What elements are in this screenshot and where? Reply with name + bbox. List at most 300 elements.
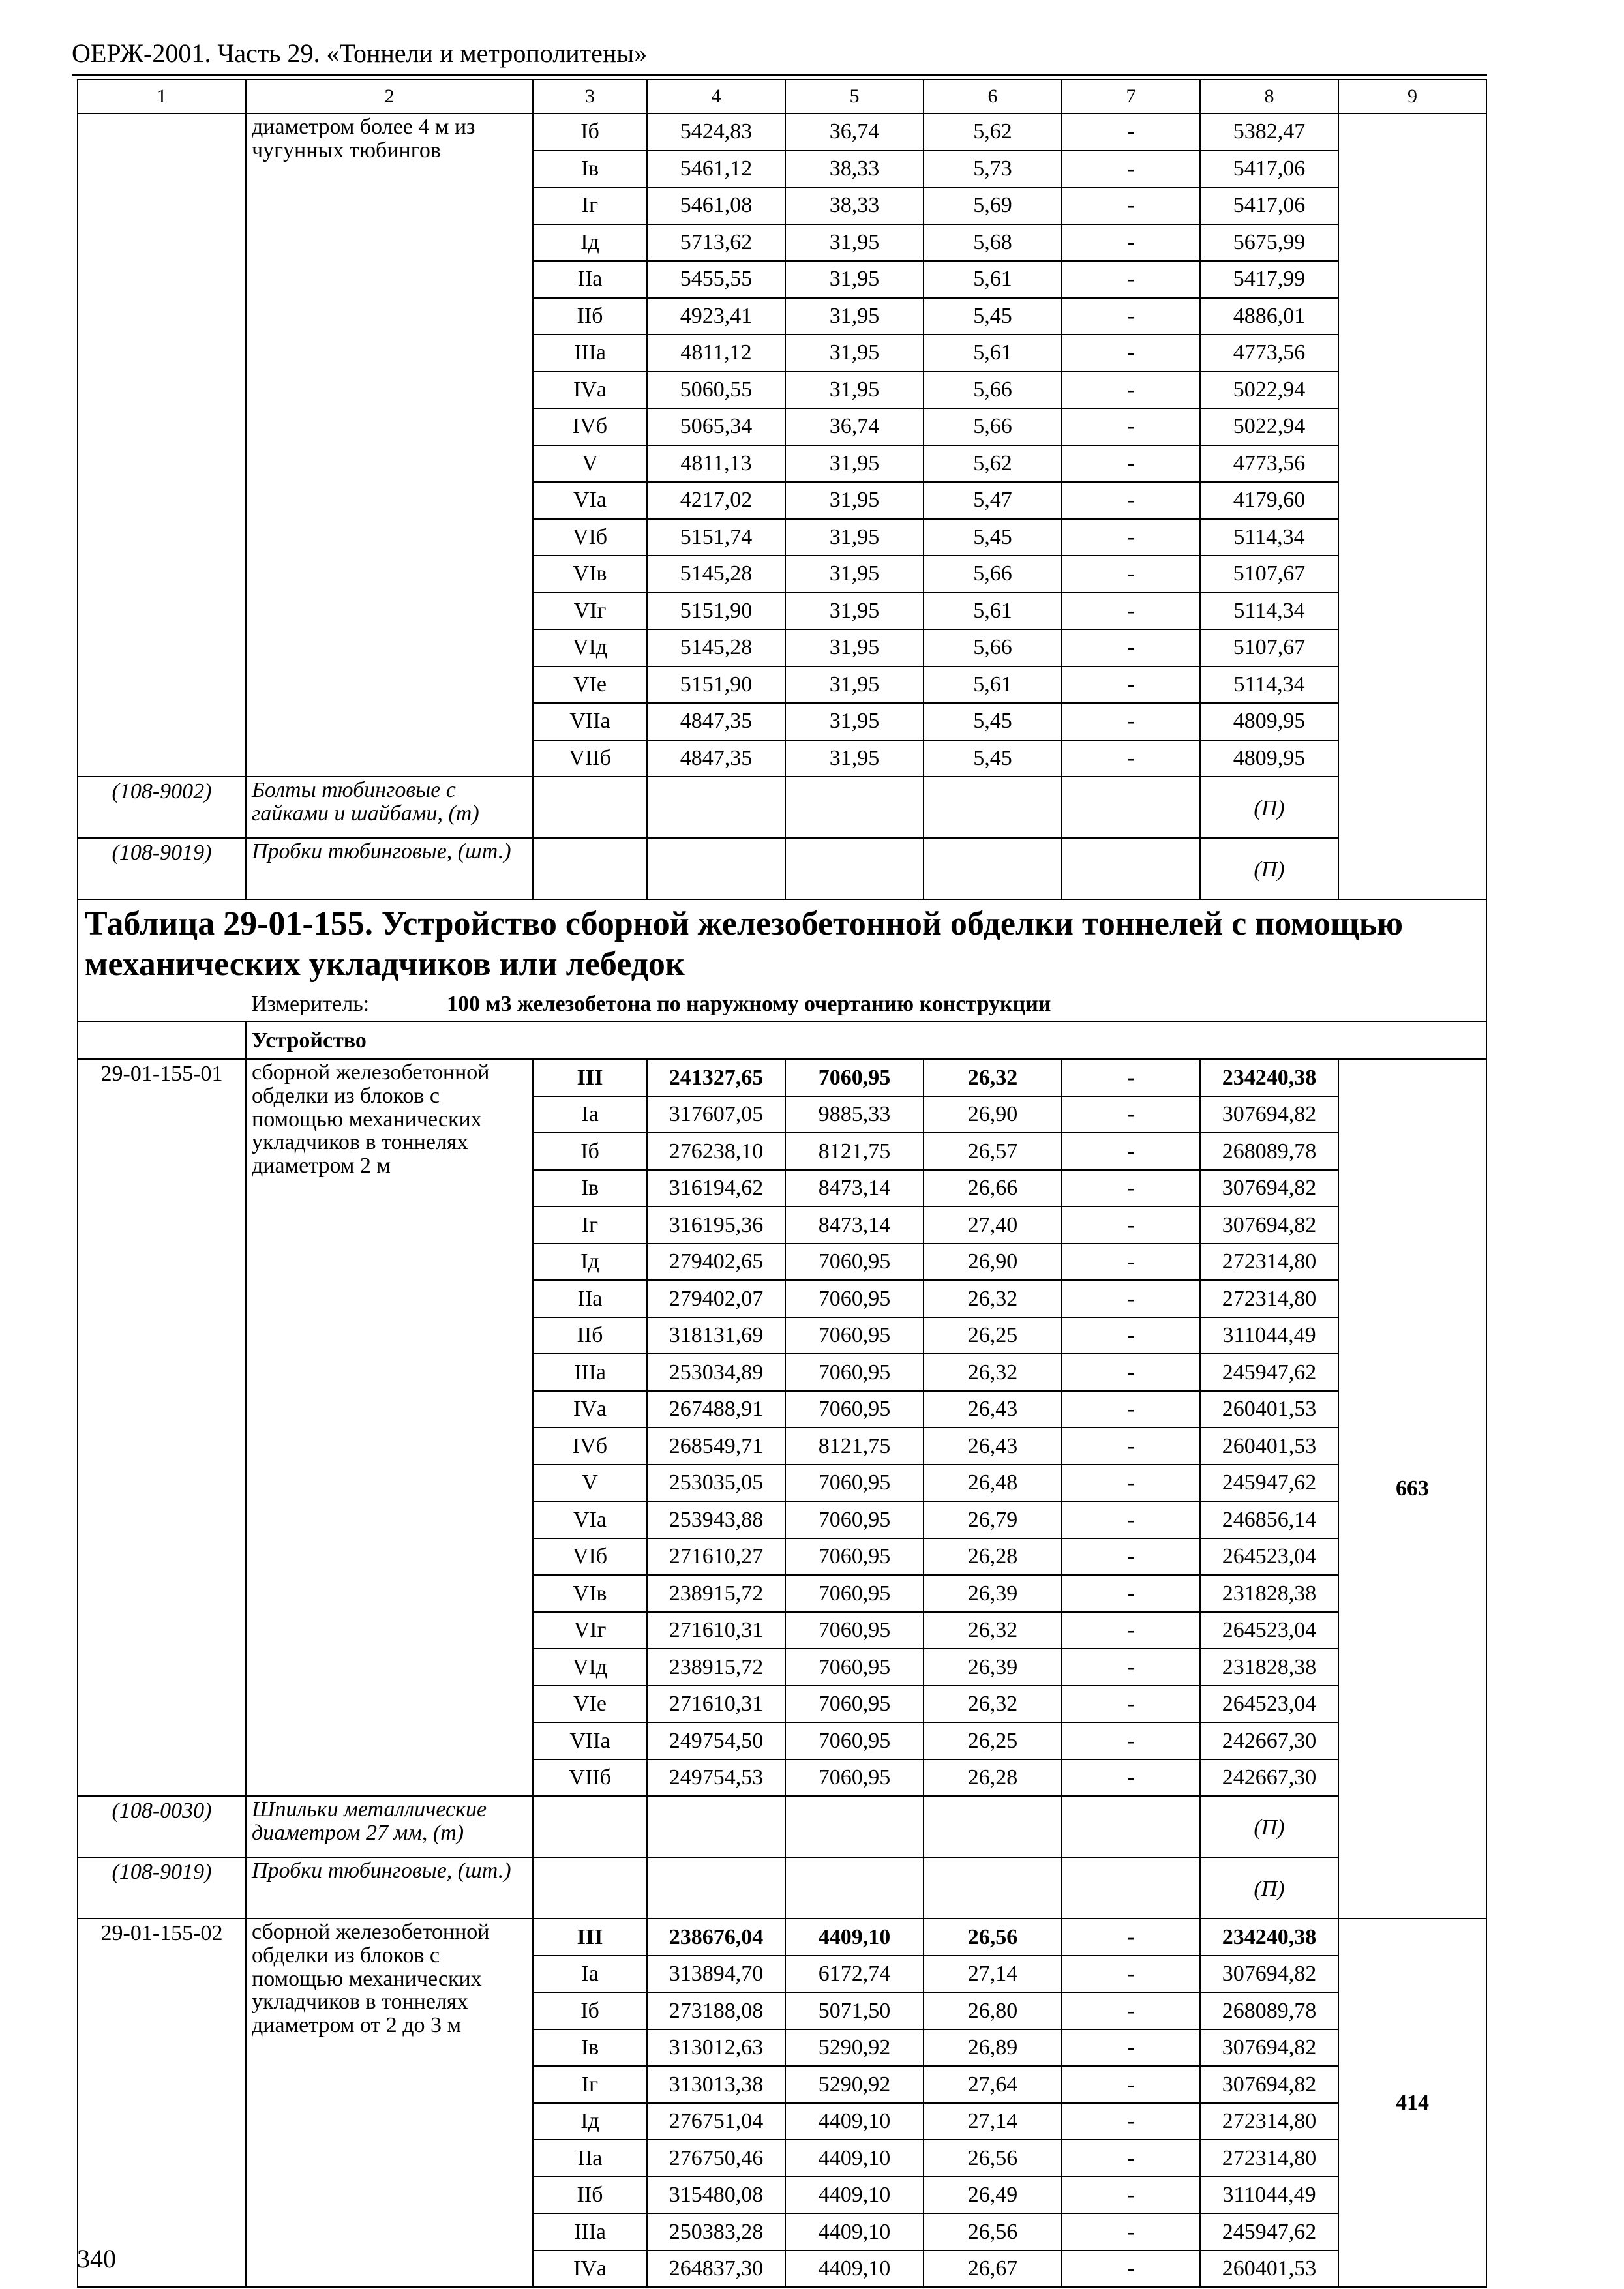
table-title-row	[78, 899, 1486, 988]
column-number: 6	[924, 80, 1062, 113]
value-cell: -	[1062, 1465, 1200, 1502]
value-cell: 315480,08	[647, 2177, 785, 2214]
value-cell: 26,89	[924, 2029, 1062, 2067]
value-cell: 279402,07	[647, 1280, 785, 1317]
material-row	[78, 777, 1486, 838]
value-cell: 307694,82	[1200, 2066, 1338, 2103]
zone-cell: Iб	[533, 1133, 647, 1170]
zone-cell: IVб	[533, 408, 647, 445]
zone-cell: IVа	[533, 1391, 647, 1428]
value-cell: 6172,74	[785, 1956, 924, 1993]
material-row	[78, 1857, 1486, 1919]
rate-code: 29-01-155-01	[78, 1059, 246, 1796]
material-code: (108-9019)	[78, 1857, 246, 1919]
rate-description: сборной железобетонной обделки из блоков с помощью механических укладчиков в тоннелях диаметром от 2 до 3 м	[246, 1919, 533, 2287]
column-number: 2	[246, 80, 533, 113]
value-cell: 26,66	[924, 1170, 1062, 1207]
value-cell: 245947,62	[1200, 1354, 1338, 1391]
value-cell: 313013,38	[647, 2066, 785, 2103]
value-cell: -	[1062, 740, 1200, 777]
value-cell: -	[1062, 1354, 1200, 1391]
value-cell: 313012,63	[647, 2029, 785, 2067]
value-cell: 31,95	[785, 482, 924, 519]
value-cell: 5114,34	[1200, 666, 1338, 704]
value-cell: 253035,05	[647, 1465, 785, 1502]
value-cell: -	[1062, 2066, 1200, 2103]
value-cell: -	[1062, 2103, 1200, 2140]
value-cell: 26,39	[924, 1575, 1062, 1612]
zone-cell: VIIа	[533, 703, 647, 740]
value-cell: -	[1062, 1317, 1200, 1354]
value-cell: 5107,67	[1200, 556, 1338, 593]
value-cell: 231828,38	[1200, 1649, 1338, 1686]
rate-description: сборной железобетонной обделки из блоков с помощью механических укладчиков в тоннелях диаметром 2 м	[246, 1059, 533, 1796]
value-cell: 4886,01	[1200, 298, 1338, 335]
value-cell: 5417,06	[1200, 151, 1338, 188]
zone-cell: V	[533, 445, 647, 483]
value-cell: -	[1062, 1538, 1200, 1576]
value-cell: -	[1062, 187, 1200, 224]
value-cell: 31,95	[785, 519, 924, 556]
zone-cell: IIа	[533, 261, 647, 298]
zone-cell: VIб	[533, 1538, 647, 1576]
value-cell: -	[1062, 629, 1200, 666]
value-cell: -	[1062, 519, 1200, 556]
zone-cell: IIа	[533, 1280, 647, 1317]
value-cell: 250383,28	[647, 2213, 785, 2251]
value-cell: -	[1062, 1501, 1200, 1538]
value-cell: 26,32	[924, 1280, 1062, 1317]
value-cell: 5,61	[924, 261, 1062, 298]
value-cell: 8121,75	[785, 1133, 924, 1170]
value-cell: 5,61	[924, 666, 1062, 704]
value-cell: 26,25	[924, 1722, 1062, 1759]
empty-cell	[1062, 777, 1200, 838]
value-cell: 5,61	[924, 593, 1062, 630]
value-cell: 31,95	[785, 666, 924, 704]
header-rule	[72, 74, 1487, 76]
value-cell: 273188,08	[647, 1992, 785, 2029]
value-cell: 26,48	[924, 1465, 1062, 1502]
zone-cell: Iв	[533, 1170, 647, 1207]
empty-cell	[785, 1796, 924, 1857]
empty-cell	[1062, 1796, 1200, 1857]
value-cell: 7060,95	[785, 1538, 924, 1576]
value-cell: 31,95	[785, 556, 924, 593]
value-cell: 4217,02	[647, 482, 785, 519]
column-number: 3	[533, 80, 647, 113]
zone-cell: IIIа	[533, 1354, 647, 1391]
value-cell: -	[1062, 1612, 1200, 1649]
value-cell: 5,69	[924, 187, 1062, 224]
empty-cell	[785, 838, 924, 899]
value-cell: 26,57	[924, 1133, 1062, 1170]
value-cell: 5,45	[924, 740, 1062, 777]
zone-cell: VIе	[533, 666, 647, 704]
column-9-value: 414	[1338, 1919, 1486, 2287]
page-number: 340	[77, 2244, 116, 2273]
value-cell: 27,64	[924, 2066, 1062, 2103]
value-cell: 7060,95	[785, 1612, 924, 1649]
value-cell: -	[1062, 2140, 1200, 2177]
value-cell: 5,66	[924, 372, 1062, 409]
value-cell: 4809,95	[1200, 703, 1338, 740]
value-cell: -	[1062, 224, 1200, 262]
value-cell: -	[1062, 298, 1200, 335]
value-cell: 31,95	[785, 629, 924, 666]
zone-cell: VIе	[533, 1686, 647, 1723]
value-cell: 27,14	[924, 1956, 1062, 1993]
value-cell: 7060,95	[785, 1465, 924, 1502]
value-cell: -	[1062, 1096, 1200, 1133]
value-cell: 9885,33	[785, 1096, 924, 1133]
value-cell: 5417,06	[1200, 187, 1338, 224]
value-cell: 276751,04	[647, 2103, 785, 2140]
value-cell: 31,95	[785, 298, 924, 335]
zone-cell: VIг	[533, 593, 647, 630]
value-cell: 5151,90	[647, 593, 785, 630]
material-value: (П)	[1200, 1796, 1338, 1857]
material-code: (108-9019)	[78, 838, 246, 899]
zone-cell: Iб	[533, 1992, 647, 2029]
value-cell: 7060,95	[785, 1317, 924, 1354]
value-cell: 26,43	[924, 1391, 1062, 1428]
value-cell: 307694,82	[1200, 1170, 1338, 1207]
value-cell: 26,67	[924, 2251, 1062, 2288]
value-cell: -	[1062, 261, 1200, 298]
value-cell: -	[1062, 372, 1200, 409]
zone-cell: III	[533, 1919, 647, 1956]
material-row	[78, 1796, 1486, 1857]
value-cell: 31,95	[785, 224, 924, 262]
empty-cell	[1062, 838, 1200, 899]
value-cell: 7060,95	[785, 1575, 924, 1612]
material-value: (П)	[1200, 777, 1338, 838]
table-row	[78, 1919, 1486, 1956]
value-cell: 4811,13	[647, 445, 785, 483]
empty-cell	[785, 777, 924, 838]
value-cell: 4409,10	[785, 2251, 924, 2288]
value-cell: 8473,14	[785, 1206, 924, 1244]
zone-cell: IVа	[533, 2251, 647, 2288]
value-cell: 26,32	[924, 1354, 1062, 1391]
value-cell: 4773,56	[1200, 445, 1338, 483]
zone-cell: Iг	[533, 187, 647, 224]
value-cell: 231828,38	[1200, 1575, 1338, 1612]
value-cell: -	[1062, 1133, 1200, 1170]
value-cell: -	[1062, 1759, 1200, 1797]
value-cell: 31,95	[785, 261, 924, 298]
zone-cell: VIд	[533, 629, 647, 666]
value-cell: 264523,04	[1200, 1612, 1338, 1649]
value-cell: 5,45	[924, 703, 1062, 740]
value-cell: -	[1062, 1992, 1200, 2029]
value-cell: -	[1062, 151, 1200, 188]
column-number-row	[78, 80, 1486, 113]
value-cell: 5382,47	[1200, 113, 1338, 151]
zone-cell: Iв	[533, 151, 647, 188]
value-cell: 26,43	[924, 1428, 1062, 1465]
value-cell: 317607,05	[647, 1096, 785, 1133]
column-number: 5	[785, 80, 924, 113]
measure-row	[78, 988, 1486, 1021]
value-cell: -	[1062, 703, 1200, 740]
value-cell: 4847,35	[647, 740, 785, 777]
zone-cell: Iа	[533, 1096, 647, 1133]
value-cell: 7060,95	[785, 1280, 924, 1317]
rates-table	[77, 79, 1487, 2288]
value-cell: 7060,95	[785, 1686, 924, 1723]
zone-cell: VIв	[533, 556, 647, 593]
material-name: Пробки тюбинговые, (шт.)	[246, 838, 533, 899]
value-cell: 5065,34	[647, 408, 785, 445]
value-cell: 234240,38	[1200, 1059, 1338, 1096]
empty-cell	[78, 988, 246, 1021]
value-cell: 264837,30	[647, 2251, 785, 2288]
value-cell: -	[1062, 1170, 1200, 1207]
value-cell: 31,95	[785, 703, 924, 740]
value-cell: 5675,99	[1200, 224, 1338, 262]
zone-cell: Iд	[533, 1244, 647, 1281]
value-cell: 26,56	[924, 2213, 1062, 2251]
value-cell: 4409,10	[785, 2177, 924, 2214]
value-cell: 4409,10	[785, 1919, 924, 1956]
value-cell: -	[1062, 408, 1200, 445]
value-cell: -	[1062, 1244, 1200, 1281]
value-cell: 5145,28	[647, 629, 785, 666]
value-cell: 311044,49	[1200, 2177, 1338, 2214]
value-cell: 5,62	[924, 445, 1062, 483]
value-cell: 26,39	[924, 1649, 1062, 1686]
value-cell: -	[1062, 113, 1200, 151]
value-cell: 276238,10	[647, 1133, 785, 1170]
value-cell: 5022,94	[1200, 408, 1338, 445]
empty-cell	[647, 838, 785, 899]
value-cell: 5114,34	[1200, 593, 1338, 630]
value-cell: 26,56	[924, 1919, 1062, 1956]
value-cell: 271610,31	[647, 1686, 785, 1723]
value-cell: 307694,82	[1200, 1206, 1338, 1244]
value-cell: 26,25	[924, 1317, 1062, 1354]
empty-cell	[533, 838, 647, 899]
empty-cell	[533, 1796, 647, 1857]
value-cell: 5417,99	[1200, 261, 1338, 298]
zone-cell: Iв	[533, 2029, 647, 2067]
value-cell: -	[1062, 1919, 1200, 1956]
empty-cell	[924, 838, 1062, 899]
value-cell: 276750,46	[647, 2140, 785, 2177]
value-cell: 7060,95	[785, 1391, 924, 1428]
section-row	[78, 1021, 1486, 1060]
zone-cell: IIа	[533, 2140, 647, 2177]
table-row	[78, 113, 1486, 151]
value-cell: -	[1062, 1956, 1200, 1993]
value-cell: 241327,65	[647, 1059, 785, 1096]
rate-description: диаметром более 4 м из чугунных тюбингов	[246, 113, 533, 777]
value-cell: 5,61	[924, 335, 1062, 372]
value-cell: 271610,27	[647, 1538, 785, 1576]
value-cell: 26,32	[924, 1686, 1062, 1723]
zone-cell: VIIб	[533, 1759, 647, 1797]
value-cell: 5060,55	[647, 372, 785, 409]
rate-code	[78, 113, 246, 777]
value-cell: 5424,83	[647, 113, 785, 151]
value-cell: 5,66	[924, 556, 1062, 593]
zone-cell: Iд	[533, 2103, 647, 2140]
value-cell: -	[1062, 1280, 1200, 1317]
zone-cell: Iб	[533, 113, 647, 151]
value-cell: 279402,65	[647, 1244, 785, 1281]
zone-cell: Iг	[533, 1206, 647, 1244]
value-cell: 27,40	[924, 1206, 1062, 1244]
value-cell: 4773,56	[1200, 335, 1338, 372]
value-cell: 4847,35	[647, 703, 785, 740]
empty-cell	[647, 1857, 785, 1919]
value-cell: 318131,69	[647, 1317, 785, 1354]
value-cell: 5,45	[924, 519, 1062, 556]
value-cell: 268089,78	[1200, 1133, 1338, 1170]
value-cell: 5,45	[924, 298, 1062, 335]
zone-cell: Iа	[533, 1956, 647, 1993]
value-cell: 260401,53	[1200, 2251, 1338, 2288]
zone-cell: VIд	[533, 1649, 647, 1686]
zone-cell: IIIа	[533, 2213, 647, 2251]
empty-cell	[647, 777, 785, 838]
zone-cell: Iд	[533, 224, 647, 262]
material-value: (П)	[1200, 1857, 1338, 1919]
value-cell: 4409,10	[785, 2213, 924, 2251]
zone-cell: VIа	[533, 1501, 647, 1538]
material-code: (108-9002)	[78, 777, 246, 838]
zone-cell: VIв	[533, 1575, 647, 1612]
table-title: Таблица 29-01-155. Устройство сборной железобетонной обделки тоннелей с помощью механических укладчиков или лебедок	[78, 899, 1486, 988]
value-cell: 38,33	[785, 187, 924, 224]
value-cell: 26,32	[924, 1059, 1062, 1096]
zone-cell: VIа	[533, 482, 647, 519]
value-cell: 5461,08	[647, 187, 785, 224]
measure	[246, 988, 1486, 1021]
table-row	[78, 1059, 1486, 1096]
value-cell: -	[1062, 2177, 1200, 2214]
value-cell: 268089,78	[1200, 1992, 1338, 2029]
value-cell: 7060,95	[785, 1354, 924, 1391]
value-cell: -	[1062, 1391, 1200, 1428]
value-cell: 260401,53	[1200, 1428, 1338, 1465]
material-name: Болты тюбинговые с гайками и шайбами, (т)	[246, 777, 533, 838]
value-cell: 5455,55	[647, 261, 785, 298]
value-cell: 5,73	[924, 151, 1062, 188]
value-cell: 7060,95	[785, 1501, 924, 1538]
value-cell: 7060,95	[785, 1244, 924, 1281]
value-cell: -	[1062, 1059, 1200, 1096]
value-cell: 316195,36	[647, 1206, 785, 1244]
value-cell: -	[1062, 482, 1200, 519]
value-cell: 307694,82	[1200, 1096, 1338, 1133]
value-cell: 4409,10	[785, 2103, 924, 2140]
value-cell: -	[1062, 556, 1200, 593]
value-cell: 4179,60	[1200, 482, 1338, 519]
value-cell: 5071,50	[785, 1992, 924, 2029]
value-cell: 4923,41	[647, 298, 785, 335]
value-cell: 4811,12	[647, 335, 785, 372]
column-number: 7	[1062, 80, 1200, 113]
value-cell: 242667,30	[1200, 1759, 1338, 1797]
value-cell: 8121,75	[785, 1428, 924, 1465]
value-cell: 5151,74	[647, 519, 785, 556]
value-cell: -	[1062, 1575, 1200, 1612]
rate-code: 29-01-155-02	[78, 1919, 246, 2287]
value-cell: 31,95	[785, 445, 924, 483]
value-cell: 253034,89	[647, 1354, 785, 1391]
value-cell: -	[1062, 1428, 1200, 1465]
page-header: ОЕРЖ-2001. Часть 29. «Тоннели и метрополитены»	[72, 38, 648, 68]
value-cell: -	[1062, 1686, 1200, 1723]
value-cell: 5,66	[924, 408, 1062, 445]
value-cell: -	[1062, 1722, 1200, 1759]
value-cell: 234240,38	[1200, 1919, 1338, 1956]
value-cell: 5,68	[924, 224, 1062, 262]
value-cell: -	[1062, 2213, 1200, 2251]
value-cell: 238915,72	[647, 1649, 785, 1686]
zone-cell: III	[533, 1059, 647, 1096]
material-code: (108-0030)	[78, 1796, 246, 1857]
value-cell: 316194,62	[647, 1170, 785, 1207]
value-cell: 26,79	[924, 1501, 1062, 1538]
value-cell: 7060,95	[785, 1759, 924, 1797]
value-cell: 249754,53	[647, 1759, 785, 1797]
value-cell: 26,80	[924, 1992, 1062, 2029]
column-number: 8	[1200, 80, 1338, 113]
zone-cell: IIIа	[533, 335, 647, 372]
value-cell: 268549,71	[647, 1428, 785, 1465]
empty-cell	[647, 1796, 785, 1857]
zone-cell: IIб	[533, 298, 647, 335]
zone-cell: IIб	[533, 2177, 647, 2214]
zone-cell: IIб	[533, 1317, 647, 1354]
empty-cell	[924, 777, 1062, 838]
value-cell: 36,74	[785, 408, 924, 445]
value-cell: 5022,94	[1200, 372, 1338, 409]
value-cell: 5107,67	[1200, 629, 1338, 666]
value-cell: 36,74	[785, 113, 924, 151]
value-cell: 26,90	[924, 1096, 1062, 1133]
value-cell: 271610,31	[647, 1612, 785, 1649]
measure-label: Измеритель:	[251, 991, 370, 1016]
value-cell: 26,56	[924, 2140, 1062, 2177]
value-cell: 245947,62	[1200, 1465, 1338, 1502]
empty-cell	[533, 777, 647, 838]
material-value: (П)	[1200, 838, 1338, 899]
zone-cell: VIб	[533, 519, 647, 556]
empty-cell	[78, 1021, 246, 1060]
value-cell: 307694,82	[1200, 2029, 1338, 2067]
value-cell: -	[1062, 593, 1200, 630]
zone-cell: IVа	[533, 372, 647, 409]
value-cell: 307694,82	[1200, 1956, 1338, 1993]
column-9-value: 663	[1338, 1059, 1486, 1919]
zone-cell: VIIб	[533, 740, 647, 777]
zone-cell: IVб	[533, 1428, 647, 1465]
value-cell: 267488,91	[647, 1391, 785, 1428]
zone-cell: VIIа	[533, 1722, 647, 1759]
value-cell: 264523,04	[1200, 1686, 1338, 1723]
value-cell: 313894,70	[647, 1956, 785, 1993]
column-9-value	[1338, 113, 1486, 899]
value-cell: -	[1062, 445, 1200, 483]
value-cell: -	[1062, 335, 1200, 372]
column-number: 4	[647, 80, 785, 113]
value-cell: 260401,53	[1200, 1391, 1338, 1428]
